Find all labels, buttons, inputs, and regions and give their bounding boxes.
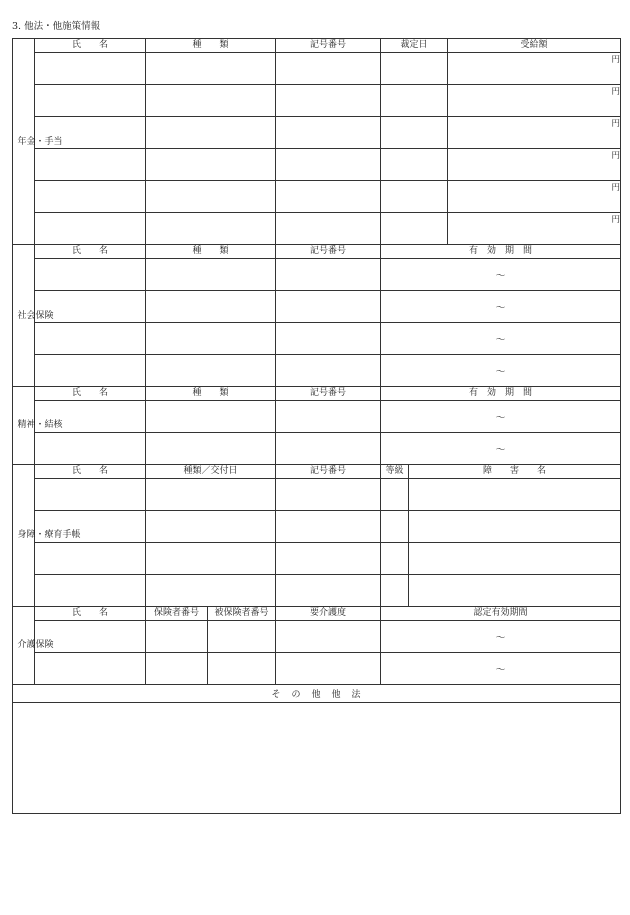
disability-name-cell[interactable] [409,543,621,575]
other-body-row [13,703,621,814]
disability-side-label: 身障・療育手帳 [13,465,35,607]
social-row [13,355,621,387]
care-period-cell[interactable]: 〜 [381,653,621,685]
pension-row [13,149,621,181]
disability-header-type-date: 種類／交付日 [146,465,276,479]
pension-number-cell[interactable] [276,149,381,181]
pension-header-row [13,39,621,53]
other-law-area[interactable] [13,703,621,814]
disability-row [13,511,621,543]
care-side-label: 介護保険 [13,607,35,685]
disability-type-cell[interactable] [146,575,276,607]
disability-header-row [13,465,621,479]
pension-amount-cell[interactable]: 円 [448,213,621,245]
care-header-care-level: 要介護度 [276,607,381,621]
pension-row [13,85,621,117]
disability-header-name: 氏 名 [35,465,146,479]
disability-name-cell[interactable] [409,575,621,607]
disability-header-grade: 等級 [381,465,409,479]
social-type-cell[interactable] [146,323,276,355]
mental-side-label: 精神・結核 [13,387,35,465]
disability-row [13,575,621,607]
pension-row [13,213,621,245]
disability-header-disability-name: 障 害 名 [409,465,621,479]
mental-header-number: 記号番号 [276,387,381,401]
other-law-table [12,38,621,814]
pension-header-name: 氏 名 [35,39,146,53]
pension-type-cell[interactable] [146,53,276,85]
pension-name-cell[interactable] [35,213,146,245]
disability-header-number: 記号番号 [276,465,381,479]
care-insured-cell[interactable] [208,621,276,653]
social-row [13,323,621,355]
pension-number-cell[interactable] [276,181,381,213]
social-number-cell[interactable] [276,355,381,387]
pension-header-number: 記号番号 [276,39,381,53]
pension-row [13,117,621,149]
mental-number-cell[interactable] [276,433,381,465]
disability-name-cell[interactable] [35,575,146,607]
care-level-cell[interactable] [276,621,381,653]
social-name-cell[interactable] [35,355,146,387]
care-insurer-cell[interactable] [146,653,208,685]
mental-row [13,433,621,465]
social-header-period: 有 効 期 間 [381,245,621,259]
pension-date-cell[interactable] [381,117,448,149]
pension-number-cell[interactable] [276,117,381,149]
disability-name-cell[interactable] [409,479,621,511]
disability-grade-cell[interactable] [381,479,409,511]
care-header-row [13,607,621,621]
social-name-cell[interactable] [35,323,146,355]
pension-name-cell[interactable] [35,53,146,85]
pension-name-cell[interactable] [35,85,146,117]
pension-row [13,181,621,213]
pension-amount-cell[interactable]: 円 [448,149,621,181]
social-type-cell[interactable] [146,291,276,323]
disability-row [13,479,621,511]
pension-amount-cell[interactable]: 円 [448,181,621,213]
pension-type-cell[interactable] [146,181,276,213]
disability-name-cell[interactable] [35,543,146,575]
pension-number-cell[interactable] [276,85,381,117]
mental-type-cell[interactable] [146,433,276,465]
care-row [13,653,621,685]
disability-name-cell[interactable] [35,479,146,511]
care-header-insurer-number: 保険者番号 [146,607,208,621]
disability-type-cell[interactable] [146,479,276,511]
pension-header-amount: 受給額 [448,39,621,53]
care-insurer-cell[interactable] [146,621,208,653]
mental-type-cell[interactable] [146,401,276,433]
mental-header-type: 種 類 [146,387,276,401]
pension-row [13,53,621,85]
social-name-cell[interactable] [35,259,146,291]
pension-date-cell[interactable] [381,213,448,245]
social-period-cell[interactable]: 〜 [381,323,621,355]
pension-amount-cell[interactable]: 円 [448,53,621,85]
social-type-cell[interactable] [146,355,276,387]
care-level-cell[interactable] [276,653,381,685]
mental-header-row [13,387,621,401]
social-period-cell[interactable]: 〜 [381,291,621,323]
social-number-cell[interactable] [276,259,381,291]
disability-number-cell[interactable] [276,543,381,575]
social-period-cell[interactable]: 〜 [381,259,621,291]
other-header-row [13,685,621,703]
disability-number-cell[interactable] [276,575,381,607]
social-header-number: 記号番号 [276,245,381,259]
pension-type-cell[interactable] [146,149,276,181]
pension-type-cell[interactable] [146,117,276,149]
pension-amount-cell[interactable]: 円 [448,117,621,149]
care-period-cell[interactable]: 〜 [381,621,621,653]
care-insured-cell[interactable] [208,653,276,685]
mental-name-cell[interactable] [35,433,146,465]
social-number-cell[interactable] [276,323,381,355]
mental-period-cell[interactable]: 〜 [381,401,621,433]
disability-grade-cell[interactable] [381,511,409,543]
pension-number-cell[interactable] [276,53,381,85]
pension-number-cell[interactable] [276,213,381,245]
section-title: 3. 他法・他施策情報 [12,21,101,32]
social-header-row [13,245,621,259]
pension-header-type: 種 類 [146,39,276,53]
pension-name-cell[interactable] [35,149,146,181]
care-header-certification-period: 認定有効期間 [381,607,621,621]
care-header-name: 氏 名 [35,607,146,621]
social-row [13,291,621,323]
pension-amount-cell[interactable]: 円 [448,85,621,117]
social-side-label: 社会保険 [13,245,35,387]
social-header-name: 氏 名 [35,245,146,259]
disability-type-cell[interactable] [146,511,276,543]
pension-date-cell[interactable] [381,53,448,85]
pension-type-cell[interactable] [146,85,276,117]
social-period-cell[interactable]: 〜 [381,355,621,387]
pension-name-cell[interactable] [35,181,146,213]
other-law-label: そ の 他 他 法 [13,685,621,703]
pension-date-cell[interactable] [381,181,448,213]
care-row [13,621,621,653]
disability-grade-cell[interactable] [381,575,409,607]
care-name-cell[interactable] [35,653,146,685]
pension-date-cell[interactable] [381,149,448,181]
pension-date-cell[interactable] [381,85,448,117]
mental-header-period: 有 効 期 間 [381,387,621,401]
mental-number-cell[interactable] [276,401,381,433]
social-header-type: 種 類 [146,245,276,259]
pension-type-cell[interactable] [146,213,276,245]
pension-side-label: 年金・手当 [13,39,35,245]
disability-type-cell[interactable] [146,543,276,575]
social-row [13,259,621,291]
pension-header-decision-date: 裁定日 [381,39,448,53]
disability-number-cell[interactable] [276,511,381,543]
disability-name-cell[interactable] [409,511,621,543]
care-header-insured-number: 被保険者番号 [208,607,276,621]
social-number-cell[interactable] [276,291,381,323]
disability-row [13,543,621,575]
social-type-cell[interactable] [146,259,276,291]
mental-period-cell[interactable]: 〜 [381,433,621,465]
disability-grade-cell[interactable] [381,543,409,575]
mental-header-name: 氏 名 [35,387,146,401]
mental-row [13,401,621,433]
disability-number-cell[interactable] [276,479,381,511]
